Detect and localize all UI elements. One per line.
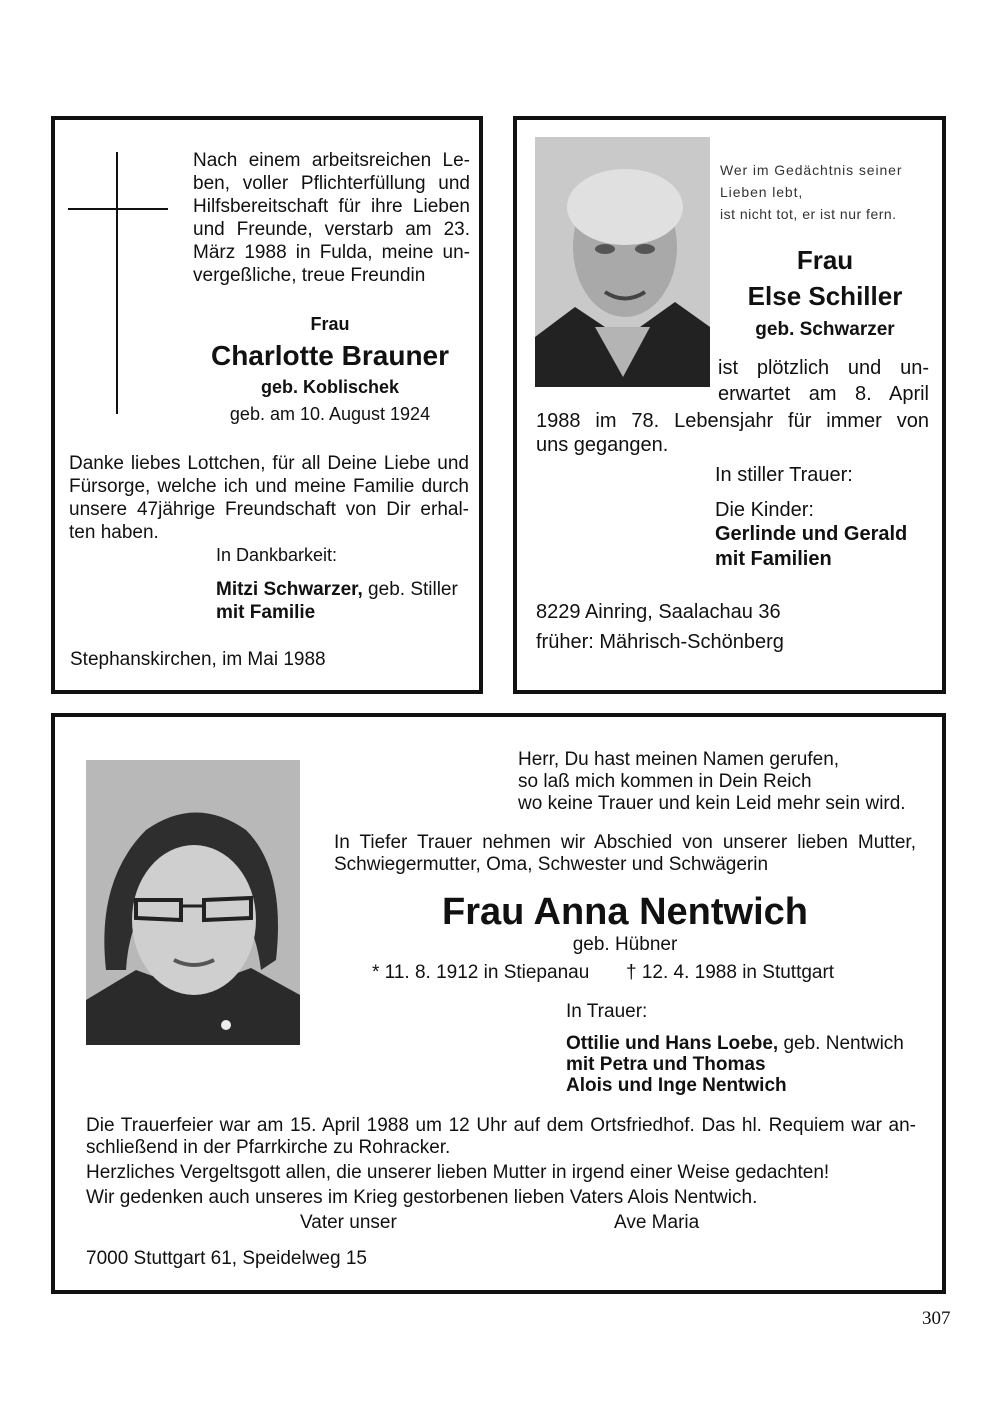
notice1-intro-line: März 1988 in Fulda, meine un- (193, 242, 470, 263)
portrait-photo-else-schiller (535, 137, 710, 387)
notice3-prayer-1: Vater unser (300, 1212, 397, 1233)
notice3-ceremony-line: Die Trauerfeier war am 15. April 1988 um 12 Uhr auf dem Ortsfriedhof. Das hl. Requiem war an- (86, 1115, 916, 1136)
notice2-quote-line: Lieben lebt, (720, 184, 804, 200)
notice3-death: † 12. 4. 1988 in Stuttgart (626, 962, 835, 983)
notice2-children-line: Gerlinde und Gerald (715, 523, 908, 545)
notice2-text-line: ist plötzlich und un- (718, 357, 929, 379)
notice1-thanks-line: ten haben. (69, 522, 159, 543)
notice1-signer (216, 578, 458, 601)
notice1-intro-line: ben, voller Pflichterfüllung und (193, 173, 470, 194)
portrait-photo-anna-nentwich (86, 760, 300, 1045)
notice3-birth: * 11. 8. 1912 in Stiepanau (372, 962, 590, 983)
notice3-verse-line: so laß mich kommen in Dein Reich (518, 771, 812, 792)
notice1-signer-maiden: geb. Stiller (362, 579, 458, 600)
notice1-intro-line: Hilfsbereitschaft für ihre Lieben (193, 196, 470, 217)
notice3-mourner2: mit Petra und Thomas (566, 1054, 766, 1075)
notice1-thanks-line: unsere 47jährige Freundschaft von Dir erhal- (69, 499, 469, 520)
notice2-deceased-name: Else Schiller (747, 281, 903, 311)
notice1-thanks-line: Danke liebes Lottchen, für all Deine Liebe und (69, 453, 469, 474)
notice1-maiden-name: geb. Koblischek (260, 377, 400, 397)
notice3-maiden-name: geb. Hübner (572, 934, 678, 955)
notice3-mourning: In Trauer: (566, 1001, 648, 1022)
notice1-title: Frau (310, 314, 350, 334)
notice3-verse-line: wo keine Trauer und kein Leid mehr sein wird. (518, 793, 906, 814)
notice1-intro-line: Nach einem arbeitsreichen Le- (193, 150, 470, 171)
notice2-maiden-name: geb. Schwarzer (755, 319, 895, 340)
notice2-title: Frau (796, 245, 854, 275)
notice1-deceased-name: Charlotte Brauner (210, 340, 450, 371)
notice3-mourner1-maiden: geb. Nentwich (778, 1033, 904, 1054)
notice3-thanks: Herzliches Vergeltsgott allen, die unserer lieben Mutter in irgend einer Weise gedachten! (86, 1162, 830, 1183)
notice3-prayer-2: Ave Maria (614, 1212, 700, 1233)
notice2-text-line: 1988 im 78. Lebensjahr für immer von (536, 410, 929, 432)
notice3-address: 7000 Stuttgart 61, Speidelweg 15 (86, 1248, 367, 1269)
notice3-ceremony-line: schließend in der Pfarrkirche zu Rohracker. (86, 1137, 451, 1158)
notice2-former-address: früher: Mährisch-Schönberg (536, 631, 784, 653)
notice2-address: 8229 Ainring, Saalachau 36 (536, 601, 781, 623)
notice2-quote-line: ist nicht tot, er ist nur fern. (720, 206, 897, 222)
notice3-remember: Wir gedenken auch unseres im Krieg gestorbenen lieben Vaters Alois Nentwich. (86, 1187, 758, 1208)
notice1-birth-date: geb. am 10. August 1924 (229, 404, 431, 424)
notice3-verse-line: Herr, Du hast meinen Namen gerufen, (518, 749, 840, 770)
cross-icon (68, 152, 168, 414)
notice2-children-label: Die Kinder: (715, 499, 814, 521)
notice3-mourner3: Alois und Inge Nentwich (566, 1075, 787, 1096)
notice1-thanks-line: Fürsorge, welche ich und meine Familie durch (69, 476, 469, 497)
notice3-mourner (566, 1032, 904, 1055)
page-number: 307 (922, 1308, 951, 1329)
notice2-text-line: uns gegangen. (536, 434, 669, 456)
notice1-signer-family: mit Familie (216, 602, 316, 623)
notice1-intro-line: und Freunde, verstarb am 23. (193, 219, 470, 240)
notice1-intro-line: vergeßliche, treue Freundin (193, 265, 426, 286)
notice2-children-line: mit Familien (715, 548, 832, 570)
notice2-text-line: erwartet am 8. April (718, 383, 929, 405)
notice2-quote-line: Wer im Gedächtnis seiner (720, 162, 903, 178)
notice1-gratitude: In Dankbarkeit: (216, 545, 338, 565)
notice3-farewell-line: Schwiegermutter, Oma, Schwester und Schwägerin (334, 854, 769, 875)
notice3-farewell-line: In Tiefer Trauer nehmen wir Abschied von unserer lieben Mutter, (334, 832, 916, 853)
notice2-mourning: In stiller Trauer: (715, 464, 853, 486)
notice1-signer-name: Mitzi Schwarzer, (216, 579, 363, 600)
notice1-place-date: Stephanskirchen, im Mai 1988 (70, 649, 326, 670)
notice3-mourner1-name: Ottilie und Hans Loebe, (566, 1033, 779, 1054)
notice3-deceased-name: Frau Anna Nentwich (442, 891, 808, 933)
